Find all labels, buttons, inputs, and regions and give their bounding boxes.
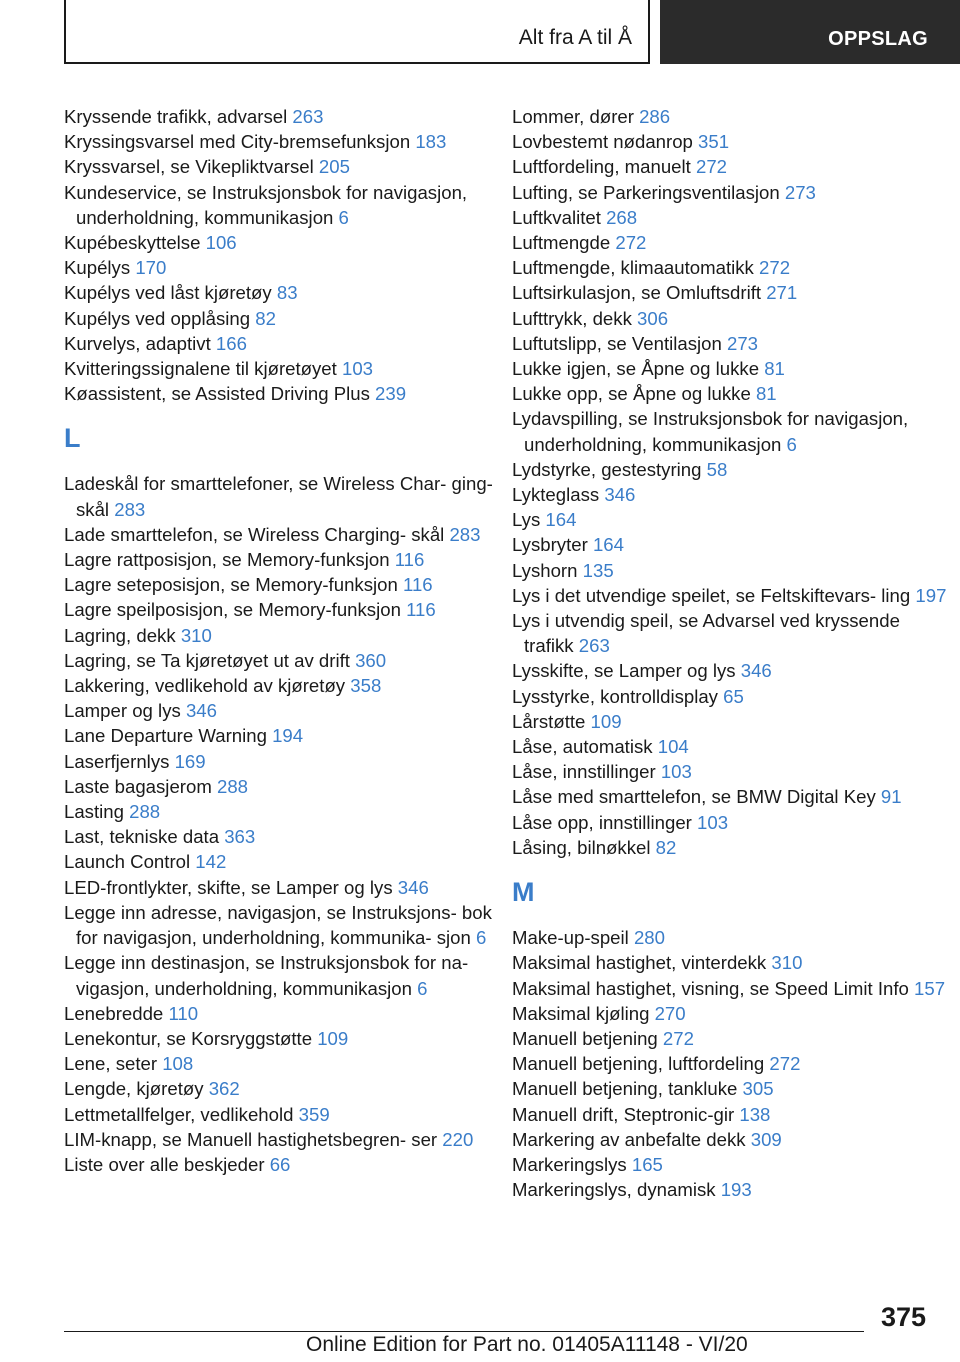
footer-divider [64,1331,864,1332]
page-reference-link[interactable]: 135 [582,559,614,581]
index-entry [64,306,504,331]
page-reference-link[interactable]: 194 [272,725,304,747]
page-reference-link[interactable]: 270 [654,1002,686,1024]
page-reference-link[interactable]: 351 [698,131,730,153]
index-entry-text: Kupébeskyttelse [64,232,206,254]
header-section-box [64,0,650,64]
index-entry [64,1026,504,1051]
index-entry-text: Lys i utvendig speil, se Advarsel ved kryssende trafikk [512,610,900,657]
index-entry-text: Markeringslys, dynamisk [512,1179,721,1201]
index-entry [64,572,504,597]
index-entry [64,799,504,824]
index-entry [64,522,504,547]
page-reference-link[interactable]: 283 [449,523,481,545]
index-entry [512,1127,952,1152]
page-reference-link[interactable]: 110 [168,1002,199,1024]
index-entry [64,180,504,230]
index-entry [64,230,504,255]
index-entry [512,925,952,950]
index-entry-text: Lydavspilling, se Instruksjonsbok for navigasjon, underholdning, kommunikasjon [512,408,909,455]
index-entry-text: Luftmengde, klimaautomatikk [512,257,760,279]
page-reference-link[interactable]: 346 [604,484,636,506]
index-entry-text: Lagring, dekk [64,624,181,646]
index-column-right [512,104,952,1202]
index-entry-text: Låse opp, innstillinger [512,811,698,833]
page-reference-link[interactable]: 82 [255,307,276,329]
index-entry-text: Laste bagasjerom [64,775,217,797]
index-entry [64,648,504,673]
page-reference-link[interactable]: 58 [706,458,728,480]
page-reference-link[interactable]: 91 [880,786,902,808]
index-entry [512,356,952,381]
page-number: 375 [880,1302,926,1332]
index-entry [512,532,952,557]
page-reference-link[interactable]: 288 [216,775,249,797]
index-entry-text: Lys i det utvendige speilet, se Feltskiftevars‐ ling [512,584,916,606]
index-entry-text: Lakkering, vedlikehold av kjøretøy [64,675,351,697]
index-entry [64,1076,504,1101]
index-entry-text: Manuell betjening [512,1027,663,1049]
index-entry-text: Lykteglass [512,484,605,506]
page-reference-link[interactable]: 82 [655,836,677,858]
index-entry-text: Kupélys ved opplåsing [64,307,256,329]
index-entry-text: Luftmengde [512,232,616,254]
index-entry [512,129,952,154]
index-entry [512,1026,952,1051]
index-entry-text: Lyshorn [512,559,583,581]
index-entry [512,759,952,784]
index-entry [64,1152,504,1177]
index-entry [512,684,952,709]
page-reference-link[interactable]: 109 [590,710,622,732]
page-reference-link[interactable]: 108 [162,1053,194,1075]
index-entry-text: LIM-knapp, se Manuell hastighetsbegren‐ ser [64,1128,443,1150]
index-entry [512,1177,952,1202]
index-entry [64,154,504,179]
index-entry [512,154,952,179]
index-entry-text: LED-frontlykter, skifte, se Lamper og lys [64,876,398,898]
index-entry-text: Lene, seter [64,1053,163,1075]
index-entry-text: Lettmetallfelger, vedlikehold [64,1103,299,1125]
index-entry-text: Lukke opp, se Åpne og lukke [512,383,756,405]
page-reference-link[interactable]: 268 [606,206,638,228]
page-reference-link[interactable]: 205 [318,156,350,178]
index-entry [512,406,952,456]
index-entry-text: Låse, innstillinger [512,761,661,783]
index-letter-heading: L [64,423,81,454]
page-reference-link[interactable]: 116 [394,549,425,571]
index-entry [64,774,504,799]
page-reference-link[interactable]: 273 [784,181,816,203]
index-entry [64,749,504,774]
index-entry-text: Launch Control [64,851,196,873]
index-entry-text: Lane Departure Warning [64,725,273,747]
index-entry [64,129,504,154]
page-reference-link[interactable]: 6 [476,927,487,949]
index-entry [512,608,952,658]
index-entry [512,306,952,331]
index-entry-text: Markering av anbefalte dekk [512,1128,751,1150]
index-entry [64,471,504,521]
index-entry [64,623,504,648]
index-entry [64,900,504,950]
index-entry [64,547,504,572]
index-entry [64,381,504,406]
index-entry [512,104,952,129]
index-letter-heading: M [512,877,535,908]
index-entry [512,507,952,532]
index-entry-text: Låse med smarttelefon, se BMW Digital Key [512,786,881,808]
index-entry [64,824,504,849]
section-title: Alt fra A til Å [518,26,632,49]
index-column-left [64,104,504,1177]
index-entry-text: Maksimal kjøling [512,1002,655,1024]
page-reference-link[interactable]: 109 [317,1027,349,1049]
index-entry-text: Lagre seteposisjon, se Memory-funksjon [64,574,403,596]
page-reference-link[interactable]: 346 [740,660,772,682]
index-entry-text: Legge inn destinasjon, se Instruksjonsbok for na‐ vigasjon, underholdning, kommunikasjon [64,952,469,999]
index-entry-text: Låsing, bilnøkkel [512,836,656,858]
index-entry [64,1051,504,1076]
page-reference-link[interactable]: 272 [759,257,791,279]
index-entry-text: Luftutslipp, se Ventilasjon [512,332,727,354]
index-entry-text: Legge inn adresse, navigasjon, se Instruksjons‐ bok for navigasjon, underholdning, kommunika‐ sjon [64,901,492,949]
page-reference-link[interactable]: 288 [129,801,161,823]
index-entry-text: Manuell betjening, tankluke [512,1078,743,1100]
index-entry-text: Luftsirkulasjon, se Omluftsdrift [512,282,767,304]
page-reference-link[interactable]: 170 [135,257,167,279]
page-reference-link[interactable]: 310 [180,624,212,646]
index-entry-text: Kupélys [64,257,136,279]
page-reference-link[interactable]: 81 [764,358,785,380]
index-entry-text: Lårstøtte [512,710,591,732]
index-entry-text: Lufting, se Parkeringsventilasjon [512,181,785,203]
index-entry [512,280,952,305]
index-entry-text: Markeringslys [512,1153,632,1175]
page-reference-link[interactable]: 81 [755,383,777,405]
index-entry [512,810,952,835]
page-reference-link[interactable]: 169 [174,750,206,772]
index-entry-text: Last, tekniske data [64,826,225,848]
index-entry-text: Kryssvarsel, se Vikepliktvarsel [64,156,319,178]
page-reference-link[interactable]: 193 [720,1179,752,1201]
index-entry [64,849,504,874]
index-entry [512,784,952,809]
page-reference-link[interactable]: 272 [696,156,728,178]
index-entry-text: Låse, automatisk [512,736,658,758]
page-reference-link[interactable]: 138 [739,1103,771,1125]
index-entry-text: Manuell drift, Steptronic-gir [512,1103,740,1125]
index-entry-text: Lagre rattposisjon, se Memory-funksjon [64,549,395,571]
header-tab [660,0,960,64]
page-reference-link[interactable]: 310 [771,952,803,974]
index-entry-text: Manuell betjening, luftfordeling [512,1053,770,1075]
page-reference-link[interactable]: 280 [633,927,665,949]
page-reference-link[interactable]: 305 [742,1078,774,1100]
index-entry [512,709,952,734]
page-reference-link[interactable]: 104 [657,736,689,758]
index-entry [512,230,952,255]
page-reference-link[interactable]: 283 [114,498,146,520]
page-reference-link[interactable]: 66 [269,1153,291,1175]
page-reference-link[interactable]: 142 [195,851,227,873]
index-entry-text: Lovbestemt nødanrop [512,131,699,153]
index-entry-text: Kryssingsvarsel med City-bremsefunksjon [64,131,416,153]
index-entry-text: Kvitteringssignalene til kjøretøyet [64,358,342,380]
index-entry-text: Lade smarttelefon, se Wireless Charging- skål [64,523,450,545]
index-entry-text: Laserfjernlys [64,750,175,772]
page-reference-link[interactable]: 360 [355,649,387,671]
page-reference-link[interactable]: 346 [397,876,429,898]
page-reference-link[interactable]: 273 [727,332,759,354]
page-reference-link[interactable]: 271 [766,282,798,304]
page-reference-link[interactable]: 6 [417,977,428,999]
page-reference-link[interactable]: 83 [276,282,298,304]
index-entry [64,280,504,305]
page-reference-link[interactable]: 346 [185,700,217,722]
index-entry-text: Lenebredde [64,1002,169,1024]
index-entry [64,875,504,900]
index-entry [512,331,952,356]
index-entry-text: Kryssende trafikk, advarsel [64,106,293,127]
index-entry-text: Lys [512,509,546,531]
index-entry [64,104,504,129]
index-entry-text: Kundeservice, se Instruksjonsbok for navigasjon, underholdning, kommunikasjon [64,181,468,228]
index-entry [64,673,504,698]
page-reference-link[interactable]: 6 [338,206,349,228]
index-entry [512,255,952,280]
index-entry [64,1102,504,1127]
page-reference-link[interactable]: 272 [769,1053,801,1075]
index-entry [512,180,952,205]
page-reference-link[interactable]: 239 [375,383,407,405]
index-entry-text: Lysskifte, se Lamper og lys [512,660,741,682]
index-entry [64,1001,504,1026]
page-reference-link[interactable]: 272 [615,232,647,254]
page-reference-link[interactable]: 363 [224,826,256,848]
index-entry-text: Liste over alle beskjeder [64,1153,270,1175]
page-reference-link[interactable]: 103 [697,811,729,833]
index-entry [512,1152,952,1177]
page-reference-link[interactable]: 164 [592,534,624,556]
page-reference-link[interactable]: 309 [750,1128,782,1150]
index-entry-text: Lukke igjen, se Åpne og lukke [512,358,765,380]
index-entry [512,558,952,583]
index-entry-text: Lamper og lys [64,700,186,722]
page-reference-link[interactable]: 116 [402,574,433,596]
page-reference-link[interactable]: 272 [662,1027,694,1049]
index-entry-text: Ladeskål for smarttelefoner, se Wireless Char‐ ging-skål [64,473,493,520]
index-entry [512,658,952,683]
index-entry-text: Lommer, dører [512,106,640,127]
index-entry-text: Maksimal hastighet, vinterdekk [512,952,772,974]
index-entry [64,331,504,356]
page-reference-link[interactable]: 103 [341,358,374,380]
page-reference-link[interactable]: 157 [914,977,946,999]
index-entry [64,255,504,280]
edition-footer: Online Edition for Part no. 01405A11148 - VI/20 [306,1333,748,1356]
index-entry [64,950,504,1000]
index-entry [512,1051,952,1076]
index-entry-text: Lenekontur, se Korsryggstøtte [64,1027,318,1049]
index-entry-text: Kurvelys, adaptivt [64,332,216,354]
index-entry-text: Lysbryter [512,534,593,556]
page-reference-link[interactable]: 263 [578,635,610,657]
index-entry [64,723,504,748]
page-reference-link[interactable]: 359 [298,1103,330,1125]
index-entry-text: Make-up-speil [512,927,634,949]
page-reference-link[interactable]: 263 [292,106,324,127]
index-entry [64,356,504,381]
index-entry [512,734,952,759]
index-entry-text: Lagre speilposisjon, se Memory-funksjon [64,599,407,621]
page-reference-link[interactable]: 286 [639,106,671,127]
page-reference-link[interactable]: 362 [208,1078,240,1100]
index-entry [512,950,952,975]
index-entry [512,835,952,860]
page-reference-link[interactable]: 306 [637,307,669,329]
index-entry-text: Lysstyrke, kontrolldisplay [512,685,724,707]
page-reference-link[interactable]: 166 [215,332,247,354]
page-reference-link[interactable]: 220 [442,1128,474,1150]
index-entry [512,482,952,507]
index-entry [512,976,952,1001]
index-entry [512,1001,952,1026]
index-entry [64,1127,504,1152]
page-reference-link[interactable]: 197 [915,584,947,606]
index-entry [64,698,504,723]
index-entry-text: Lufttrykk, dekk [512,307,638,329]
index-entry-text: Lagring, se Ta kjøretøyet ut av drift [64,649,356,671]
index-entry [512,583,952,608]
page-reference-link[interactable]: 65 [723,685,744,707]
index-entry-text: Kupélys ved låst kjøretøy [64,282,277,304]
index-entry [64,597,504,622]
index-entry-text: Lydstyrke, gestestyring [512,458,707,480]
index-entry-text: Lengde, kjøretøy [64,1078,209,1100]
index-entry [512,1102,952,1127]
index-entry [512,381,952,406]
index-entry [512,205,952,230]
index-entry-text: Lasting [64,801,130,823]
index-entry [512,457,952,482]
index-entry-text: Maksimal hastighet, visning, se Speed Limit Info [512,977,915,999]
page-reference-link[interactable]: 165 [631,1153,663,1175]
page-reference-link[interactable]: 164 [545,509,577,531]
tab-label: OPPSLAG [828,28,928,50]
index-entry-text: Luftfordeling, manuelt [512,156,696,178]
page-reference-link[interactable]: 358 [350,675,382,697]
page-reference-link[interactable]: 116 [406,599,436,621]
page-reference-link[interactable]: 103 [660,761,692,783]
index-entry-text: Luftkvalitet [512,206,607,228]
page-reference-link[interactable]: 183 [415,131,447,153]
page-reference-link[interactable]: 106 [205,232,237,254]
index-entry [512,1076,952,1101]
page-reference-link[interactable]: 6 [786,433,797,455]
index-entry-text: Køassistent, se Assisted Driving Plus [64,383,376,405]
